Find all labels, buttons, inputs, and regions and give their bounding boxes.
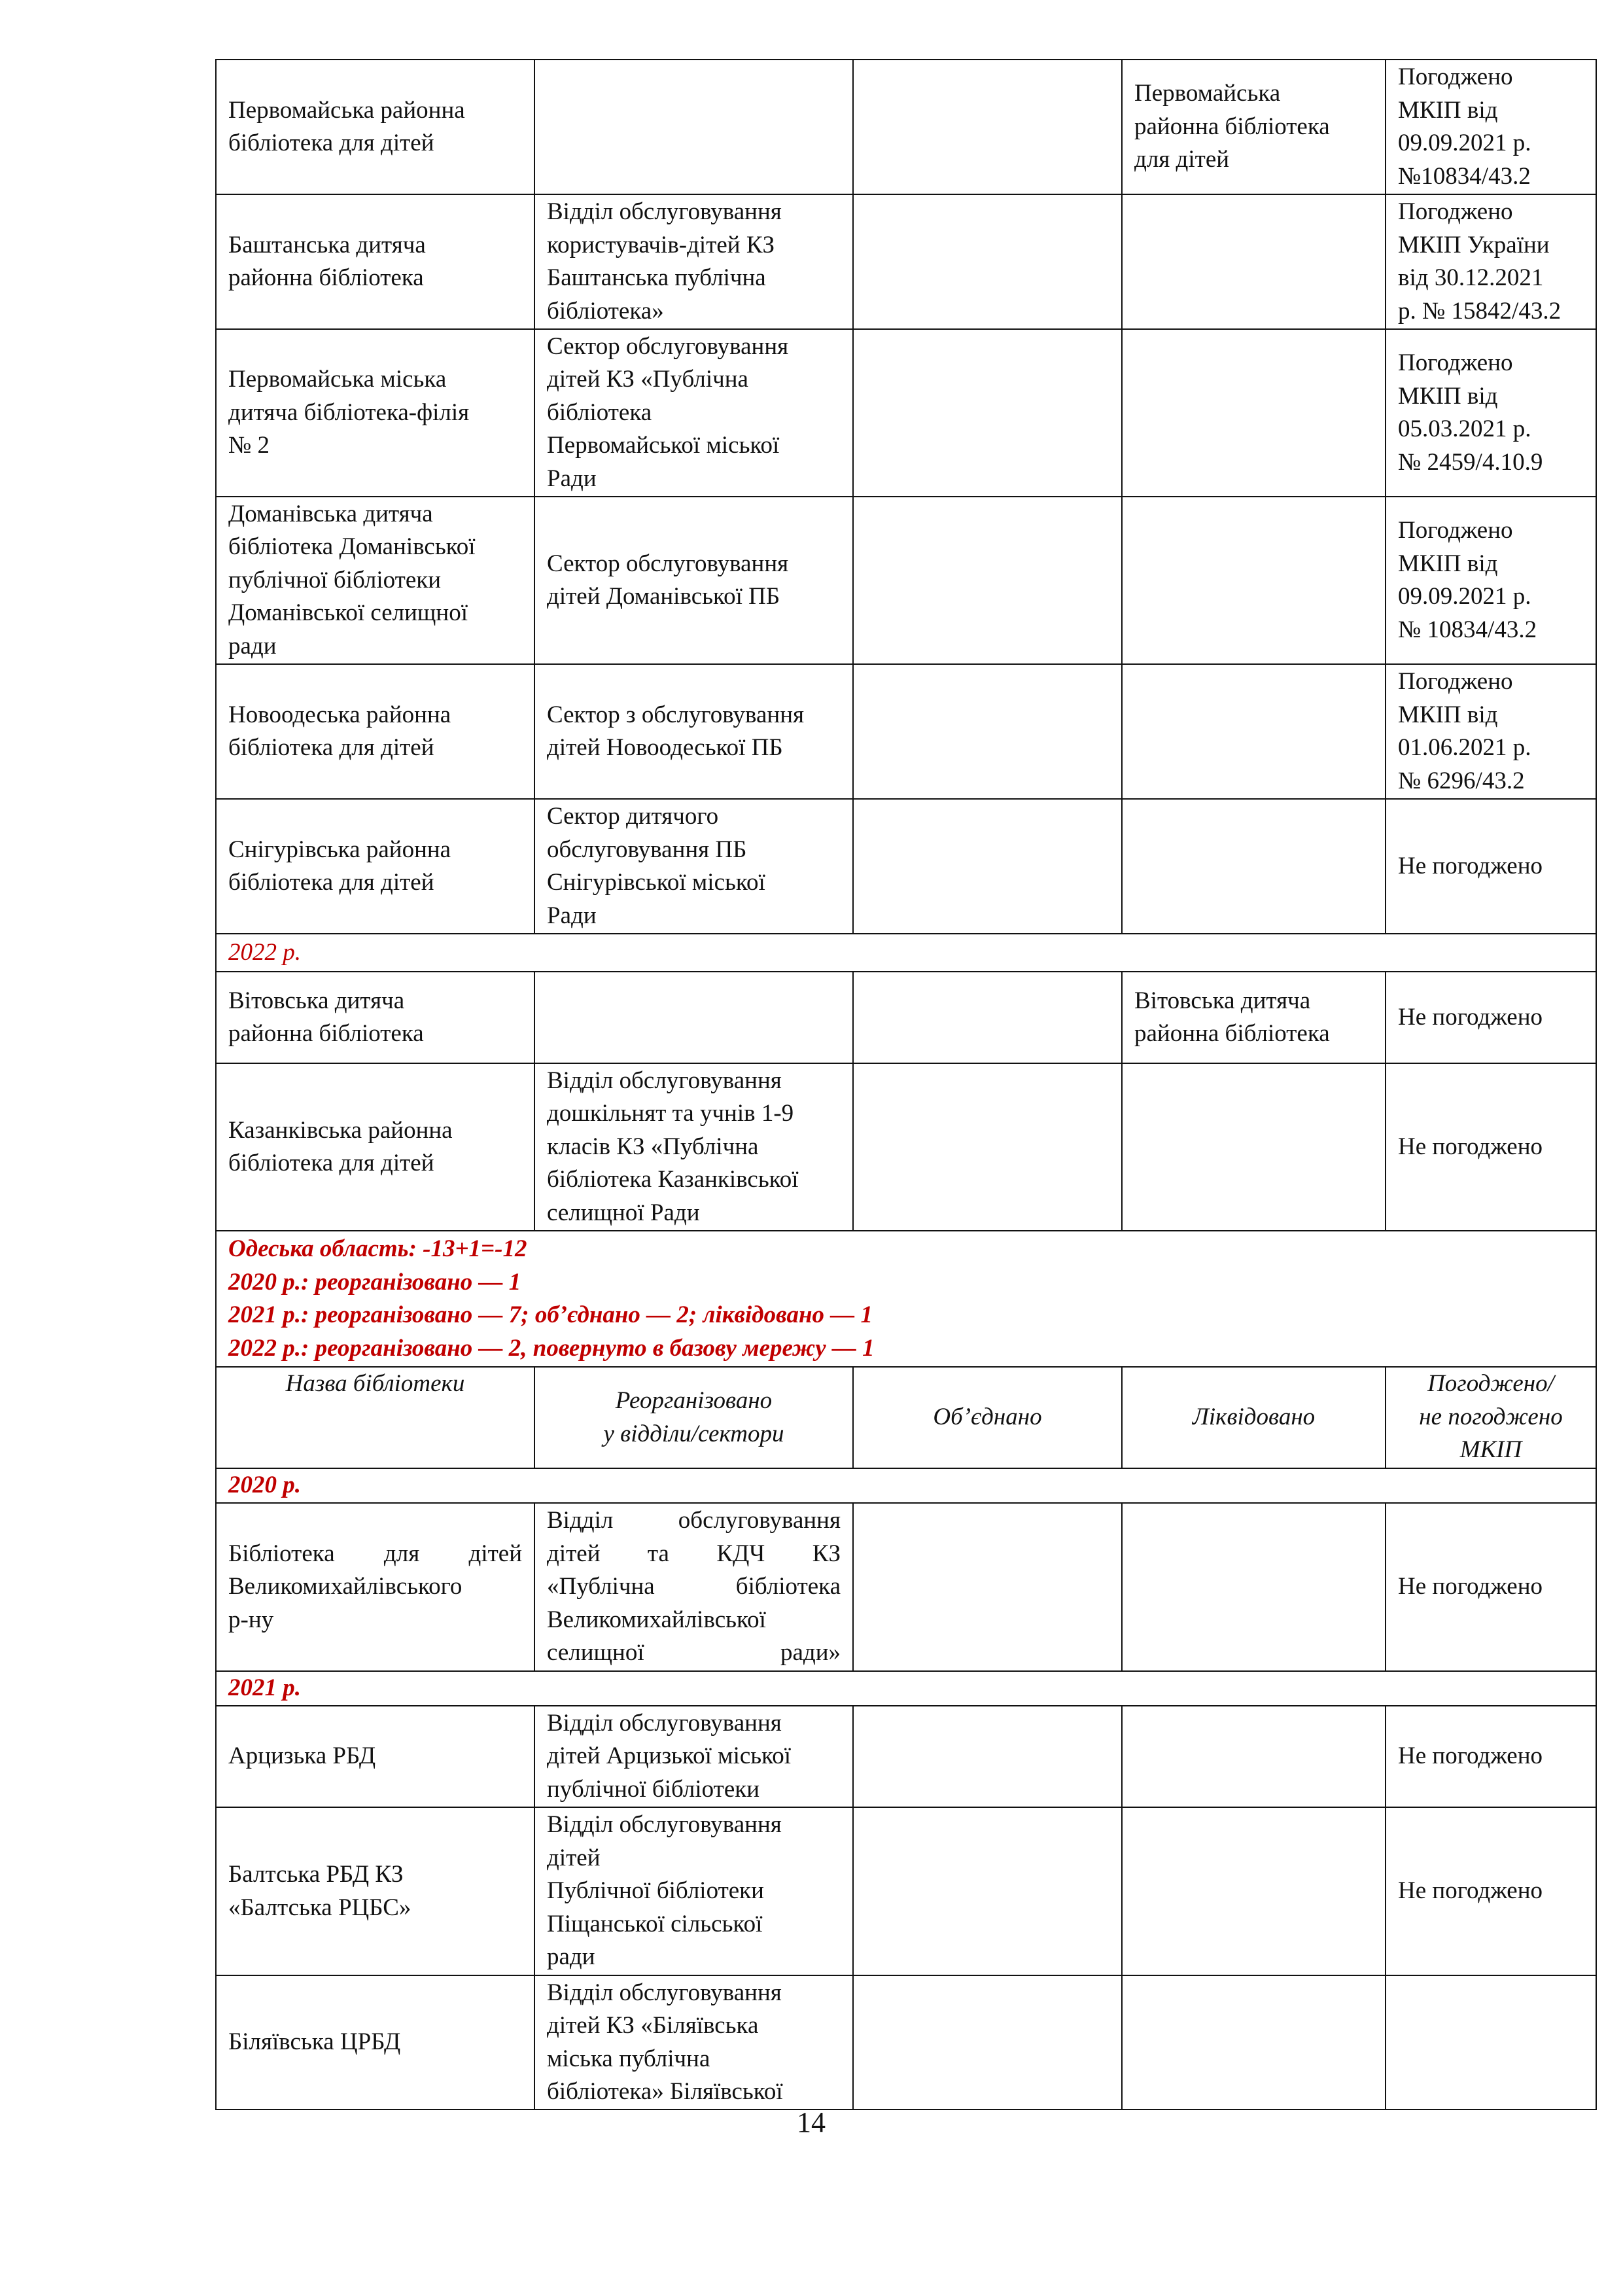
liquidated-cell — [1122, 799, 1386, 934]
cell-line: Первомайська міська — [228, 366, 447, 393]
liquidated-cell — [1122, 329, 1386, 497]
merged-cell — [853, 664, 1122, 799]
cell-line: Не погоджено — [1398, 1573, 1543, 1600]
merged-cell — [853, 799, 1122, 934]
cell-line: Баштанська дитяча — [228, 231, 426, 258]
cell-line: бібліотека для дітей — [228, 734, 434, 761]
region-summary-line: 2020 р.: реорганізовано — 1 — [228, 1268, 521, 1296]
cell-line: для дітей — [1134, 146, 1230, 173]
approval-status-cell — [1386, 194, 1596, 329]
library-name-cell — [216, 664, 534, 799]
cell-line: Сектор з обслуговування — [547, 701, 805, 728]
cell-line: р-ну — [228, 1606, 274, 1633]
cell-line: користувачів-дітей КЗ — [547, 231, 775, 258]
cell-line: дітей Арцизької міської — [547, 1742, 792, 1770]
cell-line: Не погоджено — [1398, 1877, 1543, 1905]
cell-line: Відділ обслуговування — [547, 1811, 782, 1839]
cell-line: Сектор обслуговування — [547, 550, 789, 577]
cell-line: МКІП від — [1398, 550, 1498, 577]
cell-line: ради — [547, 1943, 595, 1971]
cell-line: районна бібліотека — [1134, 113, 1330, 140]
cell-line: МКІП України — [1398, 231, 1550, 258]
table-row — [216, 1671, 1596, 1706]
cell-line: Ради — [547, 902, 597, 929]
library-name-cell — [216, 1063, 534, 1231]
cell-line: дітей КЗ «Біляївська — [547, 2012, 759, 2039]
merged-cell — [853, 60, 1122, 194]
year-section-2020: 2020 р. — [216, 1468, 1596, 1503]
cell-line: бібліотека для дітей — [228, 869, 434, 896]
cell-line: від 30.12.2021 — [1398, 264, 1544, 291]
table-row — [216, 934, 1596, 972]
cell-line: 05.03.2021 р. — [1398, 415, 1531, 442]
reorganized-cell — [534, 1367, 853, 1468]
cell-line: бібліотека» — [547, 297, 664, 325]
year-section-2021: 2021 р. — [216, 1671, 1596, 1706]
reorganized-cell — [534, 799, 853, 934]
reorganized-cell — [534, 1975, 853, 2110]
cell-line: Відділ обслуговування — [547, 1709, 782, 1737]
approval-status-cell — [1386, 1807, 1596, 1975]
reorganized-cell — [534, 497, 853, 664]
cell-line: дошкільнят та учнів 1-9 — [547, 1100, 794, 1127]
approval-status-cell — [1386, 1063, 1596, 1231]
reorganized-cell — [534, 972, 853, 1063]
cell-line: Не погоджено — [1398, 1742, 1543, 1770]
liquidated-cell — [1122, 194, 1386, 329]
library-name-cell — [216, 799, 534, 934]
approval-status-cell — [1386, 1503, 1596, 1671]
library-name-cell — [216, 497, 534, 664]
reorganized-cell — [534, 1063, 853, 1231]
table-row — [216, 1706, 1596, 1807]
liquidated-cell — [1122, 1367, 1386, 1468]
table-row — [216, 1807, 1596, 1975]
year-section-2022: 2022 р. — [216, 934, 1596, 972]
cell-line: Снігурівська районна — [228, 836, 451, 863]
cell-line: класів КЗ «Публічна — [547, 1133, 759, 1160]
cell-line: районна бібліотека — [1134, 1020, 1330, 1047]
cell-line: Великомихайлівської — [547, 1606, 766, 1633]
cell-line: Не погоджено — [1398, 852, 1543, 879]
cell-line: 09.09.2021 р. — [1398, 130, 1531, 156]
cell-line: районна бібліотека — [228, 264, 424, 291]
cell-line: Снігурівської міської — [547, 869, 765, 896]
table-row — [216, 972, 1596, 1063]
liquidated-cell — [1122, 972, 1386, 1063]
reorganized-cell — [534, 1503, 853, 1671]
merged-cell — [853, 329, 1122, 497]
cell-line: публічної бібліотеки — [547, 1775, 760, 1803]
table-row — [216, 1231, 1596, 1367]
cell-line: 09.09.2021 р. — [1398, 583, 1531, 610]
cell-line: 01.06.2021 р. — [1398, 734, 1531, 761]
library-name-cell — [216, 972, 534, 1063]
cell-line: бібліотека» Біляївської — [547, 2078, 783, 2105]
cell-line: Первомайська — [1134, 80, 1281, 107]
table-body — [216, 60, 1596, 2110]
cell-line: бібліотека — [547, 398, 652, 426]
cell-line: Арцизька РБД — [228, 1742, 376, 1770]
cell-line: Доманівської селищної — [228, 599, 468, 627]
cell-line: Не погоджено — [1398, 1003, 1543, 1031]
approval-status-cell — [1386, 664, 1596, 799]
cell-line: бібліотека Доманівської — [228, 533, 476, 561]
table-row — [216, 1063, 1596, 1231]
cell-line: Відділ обслуговування — [547, 1507, 841, 1534]
cell-line: Відділ обслуговування — [547, 198, 782, 225]
approval-status-cell — [1386, 799, 1596, 934]
cell-line: Баштанська публічна — [547, 264, 766, 291]
cell-line: селищної Ради — [547, 1199, 700, 1226]
cell-line: № 6296/43.2 — [1398, 767, 1525, 794]
cell-line: № 10834/43.2 — [1398, 616, 1537, 643]
cell-line: Назва бібліотеки — [285, 1370, 465, 1397]
cell-line: Казанківська районна — [228, 1116, 453, 1144]
merged-cell — [853, 1975, 1122, 2110]
approval-status-cell — [1386, 329, 1596, 497]
cell-line: селищної ради» — [547, 1639, 841, 1667]
cell-line: бібліотека для дітей — [228, 130, 434, 156]
cell-line: публічної бібліотеки — [228, 566, 442, 593]
cell-line: Великомихайлівського — [228, 1573, 462, 1600]
table-row — [216, 60, 1596, 194]
cell-line: дитяча бібліотека-філія — [228, 398, 470, 426]
table-row — [216, 497, 1596, 664]
liquidated-cell — [1122, 497, 1386, 664]
library-name-cell — [216, 1975, 534, 2110]
cell-line: Біляївська ЦРБД — [228, 2028, 401, 2056]
reorganized-cell — [534, 60, 853, 194]
table-row — [216, 329, 1596, 497]
liquidated-cell — [1122, 1975, 1386, 2110]
cell-line: Балтська РБД КЗ — [228, 1861, 404, 1888]
liquidated-cell — [1122, 60, 1386, 194]
library-name-cell — [216, 1807, 534, 1975]
library-name-cell — [216, 1367, 534, 1468]
cell-line: дітей Доманівської ПБ — [547, 583, 780, 610]
cell-line: Доманівська дитяча — [228, 500, 433, 527]
cell-line: Реорганізовано — [615, 1387, 773, 1414]
table-row — [216, 1503, 1596, 1671]
library-name-cell — [216, 1706, 534, 1807]
cell-line: міська публічна — [547, 2045, 710, 2072]
cell-line: МКІП — [1459, 1436, 1522, 1463]
cell-line: Публічної бібліотеки — [547, 1877, 764, 1905]
cell-line: №10834/43.2 — [1398, 162, 1531, 190]
table-row — [216, 664, 1596, 799]
table-row — [216, 1468, 1596, 1503]
library-name-cell — [216, 329, 534, 497]
merged-cell — [853, 1367, 1122, 1468]
cell-line: Новоодеська районна — [228, 701, 451, 728]
cell-line: Погоджено/ — [1427, 1370, 1554, 1397]
cell-line: № 2 — [228, 432, 270, 459]
cell-line: Погоджено — [1398, 63, 1513, 90]
cell-line: бібліотека для дітей — [228, 1150, 434, 1176]
libraries-table — [215, 59, 1597, 2110]
region-summary-line: 2021 р.: реорганізовано — 7; об’єднано — 2; ліквідовано — 1 — [228, 1301, 873, 1328]
cell-line: Ради — [547, 465, 597, 492]
region-summary-line: Одеська область: -13+1=-12 — [228, 1235, 527, 1262]
approval-status-cell — [1386, 497, 1596, 664]
approval-status-cell — [1386, 60, 1596, 194]
reorganized-cell — [534, 1706, 853, 1807]
merged-cell — [853, 1063, 1122, 1231]
cell-line: № 2459/4.10.9 — [1398, 448, 1543, 476]
cell-line: Погоджено — [1398, 517, 1513, 544]
cell-line: районна бібліотека — [228, 1020, 424, 1047]
merged-cell — [853, 194, 1122, 329]
cell-line: Первомайська районна — [228, 96, 465, 124]
cell-line: Бібліотека для дітей — [228, 1540, 522, 1567]
liquidated-cell — [1122, 1706, 1386, 1807]
cell-line: Погоджено — [1398, 198, 1513, 225]
library-name-cell — [216, 60, 534, 194]
cell-line: Вітовська дитяча — [228, 987, 405, 1014]
cell-line: у відділи/сектори — [603, 1420, 784, 1447]
liquidated-cell — [1122, 1503, 1386, 1671]
liquidated-cell — [1122, 664, 1386, 799]
reorganized-cell — [534, 329, 853, 497]
cell-line: Сектор дитячого — [547, 803, 719, 830]
reorganized-cell — [534, 664, 853, 799]
cell-line: Об’єднано — [933, 1404, 1042, 1431]
cell-line: дітей та КДЧ КЗ — [547, 1540, 841, 1567]
approval-status-cell — [1386, 1367, 1596, 1468]
cell-line: Погоджено — [1398, 668, 1513, 695]
cell-line: бібліотека Казанківської — [547, 1166, 799, 1193]
cell-line: Піщанської сільської — [547, 1910, 763, 1937]
cell-line: Первомайської міської — [547, 432, 780, 459]
cell-line: МКІП від — [1398, 96, 1498, 124]
merged-cell — [853, 1706, 1122, 1807]
approval-status-cell — [1386, 1975, 1596, 2110]
cell-line: Не погоджено — [1398, 1133, 1543, 1160]
cell-line: Сектор обслуговування — [547, 332, 789, 360]
cell-line: Відділ обслуговування — [547, 1979, 782, 2006]
cell-line: дітей КЗ «Публічна — [547, 366, 748, 393]
reorganized-cell — [534, 1807, 853, 1975]
table-row — [216, 194, 1596, 329]
approval-status-cell — [1386, 1706, 1596, 1807]
cell-line: МКІП від — [1398, 701, 1498, 728]
approval-status-cell — [1386, 972, 1596, 1063]
liquidated-cell — [1122, 1807, 1386, 1975]
cell-line: обслуговування ПБ — [547, 836, 747, 863]
cell-line: дітей — [547, 1844, 601, 1871]
cell-line: не погоджено — [1419, 1403, 1563, 1430]
cell-line: дітей Новоодеської ПБ — [547, 734, 783, 761]
reorganized-cell — [534, 194, 853, 329]
cell-line: Відділ обслуговування — [547, 1067, 782, 1094]
page-number: 14 — [797, 2106, 826, 2138]
cell-line: Ліквідовано — [1192, 1404, 1316, 1431]
merged-cell — [853, 972, 1122, 1063]
table-row — [216, 799, 1596, 934]
cell-line: МКІП від — [1398, 382, 1498, 410]
cell-line: Вітовська дитяча — [1134, 987, 1311, 1014]
cell-line: ради — [228, 632, 277, 660]
region-summary — [216, 1231, 1596, 1367]
merged-cell — [853, 1807, 1122, 1975]
table-row — [216, 1367, 1596, 1468]
cell-line: р. № 15842/43.2 — [1398, 297, 1562, 325]
library-name-cell — [216, 194, 534, 329]
library-name-cell — [216, 1503, 534, 1671]
liquidated-cell — [1122, 1063, 1386, 1231]
cell-line: Погоджено — [1398, 349, 1513, 376]
cell-line: «Балтська РЦБС» — [228, 1894, 411, 1921]
table-row — [216, 1975, 1596, 2110]
cell-line: «Публічна бібліотека — [547, 1573, 841, 1600]
merged-cell — [853, 1503, 1122, 1671]
merged-cell — [853, 497, 1122, 664]
region-summary-line: 2022 р.: реорганізовано — 2, повернуто в базову мережу — 1 — [228, 1334, 875, 1362]
